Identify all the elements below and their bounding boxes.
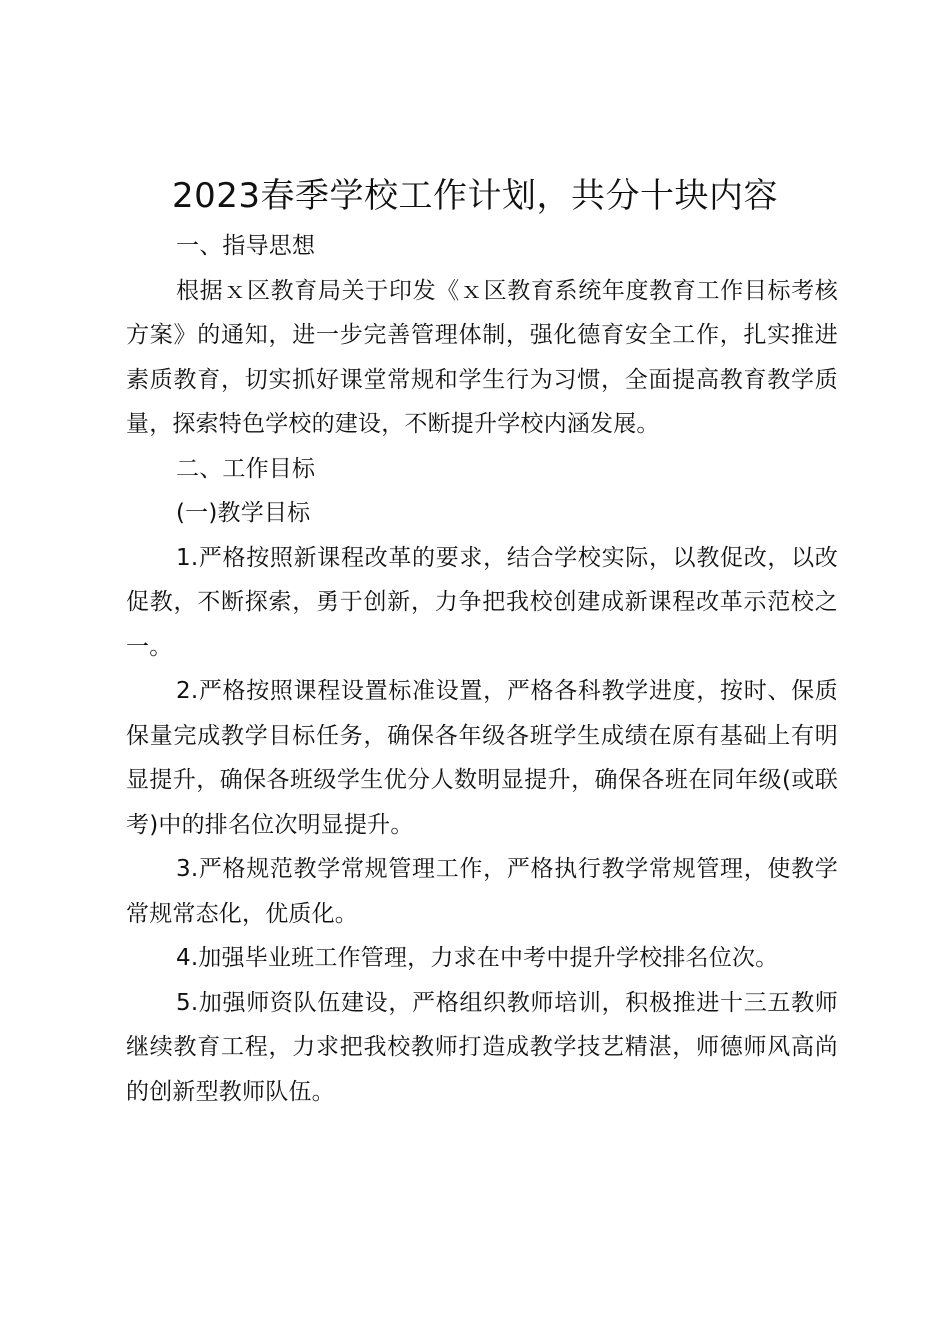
teaching-goal-item-1: 1.严格按照新课程改革的要求，结合学校实际，以教促改，以改促教，不断探索，勇于创新，力争把我校创建成新课程改革示范校之一。 bbox=[126, 544, 838, 660]
teaching-goal-item-5: 5.加强师资队伍建设，严格组织教师培训，积极推进十三五教师继续教育工程，力求把我校教师打造成教学技艺精湛，师德师风高尚的创新型教师队伍。 bbox=[126, 989, 838, 1105]
teaching-goal-item-3: 3.严格规范教学常规管理工作，严格执行教学常规管理，使教学常规常态化，优质化。 bbox=[126, 856, 838, 927]
teaching-goal-item-2: 2.严格按照课程设置标准设置，严格各科教学进度，按时、保质保量完成教学目标任务，确保各年级各班学生成绩在原有基础上有明显提升，确保各班级学生优分人数明显提升，确保各班在同年级(或联考)中的排名位次明显提升。 bbox=[126, 678, 838, 838]
section-heading-work-goals: 二、工作目标 bbox=[176, 455, 316, 482]
document-title: 2023春季学校工作计划，共分十块内容 bbox=[171, 176, 779, 216]
guiding-ideology-paragraph: 根据ｘ区教育局关于印发《ｘ区教育系统年度教育工作目标考核方案》的通知，进一步完善管理体制，强化德育安全工作，扎实推进素质教育，切实抓好课堂常规和学生行为习惯，全面提高教育教学质量，探索特色学校的建设，不断提升学校内涵发展。 bbox=[126, 277, 838, 437]
section-heading-guiding-ideology: 一、指导思想 bbox=[176, 233, 316, 259]
document-body bbox=[126, 224, 838, 1114]
subsection-heading-teaching-goals: (一)教学目标 bbox=[176, 500, 311, 526]
teaching-goal-item-4: 4.加强毕业班工作管理，力求在中考中提升学校排名位次。 bbox=[176, 945, 779, 971]
